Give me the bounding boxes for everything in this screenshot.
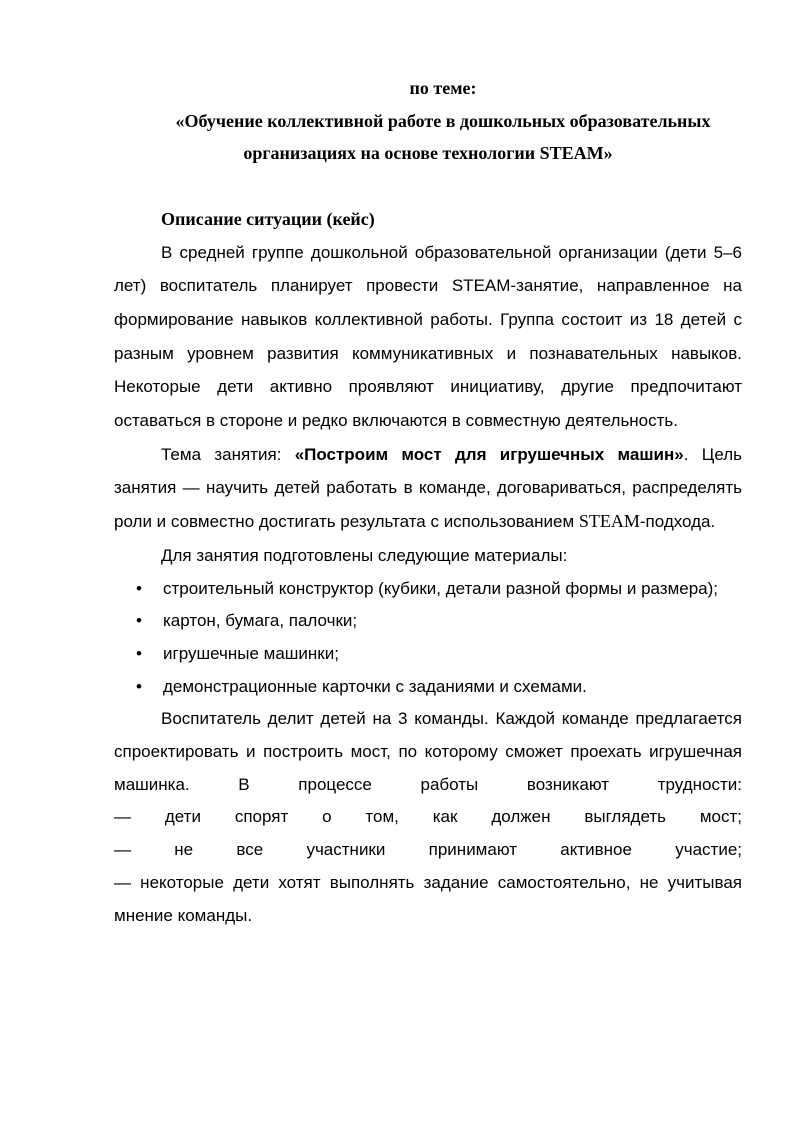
materials-intro-text: Для занятия подготовлены следующие материалы: [161, 545, 568, 565]
case-paragraph-1-text: В средней группе дошкольной образовательной организации (дети 5–6 лет) воспитатель планирует провести STEAM-занятие, направленное на формирование навыков коллективной работы. Группа состоит из 18 детей с разным уровнем развития коммуникативных и познавательных навыков. Некоторые дети активно проявляют инициативу, другие предпочитают оставаться в стороне и редко включаются в совместную деятельность. [114, 242, 742, 431]
title-line-1: «Обучение коллективной работе в дошкольных образовательных [175, 110, 711, 131]
theme-end: -подхода. [639, 512, 716, 532]
bullet-icon: • [136, 643, 142, 663]
case-paragraph-1 [114, 236, 742, 438]
title-line-2: организациях на основе технологии STEAM» [243, 143, 613, 164]
final-line-6: — некоторые дети хотят выполнять задание самостоятельно, не учитывая [114, 872, 742, 892]
bullet-icon: • [136, 676, 142, 696]
final-line-4: — дети спорят о том, как должен выглядеть мост; [114, 807, 742, 827]
final-line-7: мнение команды. [114, 905, 253, 925]
theme-steam: STEAM [578, 511, 640, 532]
material-item-3: игрушечные машинки; [163, 643, 339, 663]
final-line-1: Воспитатель делит детей на 3 команды. Каждой команде предлагается [161, 709, 742, 729]
spacer [114, 170, 742, 203]
bullet-icon: • [136, 611, 142, 631]
theme-paragraph [114, 438, 742, 539]
list-item [114, 573, 742, 606]
theme-rest: . Цель занятия — научить детей работать в команде, договариваться, распределять роли и совместно достигать результата с использованием [114, 444, 742, 532]
materials-list [114, 573, 742, 704]
theme-prefix: Тема занятия: [161, 444, 295, 464]
materials-intro [114, 539, 742, 573]
list-item [114, 605, 742, 638]
final-paragraph [114, 703, 742, 932]
material-item-4: демонстрационные карточки с заданиями и схемами. [163, 676, 587, 696]
final-line-2: спроектировать и построить мост, по которому сможет проехать игрушечная [114, 742, 742, 762]
material-item-2: картон, бумага, палочки; [163, 611, 358, 631]
material-item-1: строительный конструктор (кубики, детали разной формы и размера); [163, 578, 719, 598]
theme-title: «Построим мост для игрушечных машин» [294, 444, 684, 464]
topic-label: по теме: [409, 78, 477, 98]
final-line-5: — не все участники принимают активное участие; [114, 840, 742, 860]
document-page [114, 72, 742, 932]
bullet-icon: • [136, 578, 142, 598]
list-item [114, 671, 742, 704]
list-item [114, 638, 742, 671]
case-heading: Описание ситуации (кейс) [161, 208, 375, 229]
final-line-3: машинка. В процессе работы возникают трудности: [114, 774, 742, 794]
